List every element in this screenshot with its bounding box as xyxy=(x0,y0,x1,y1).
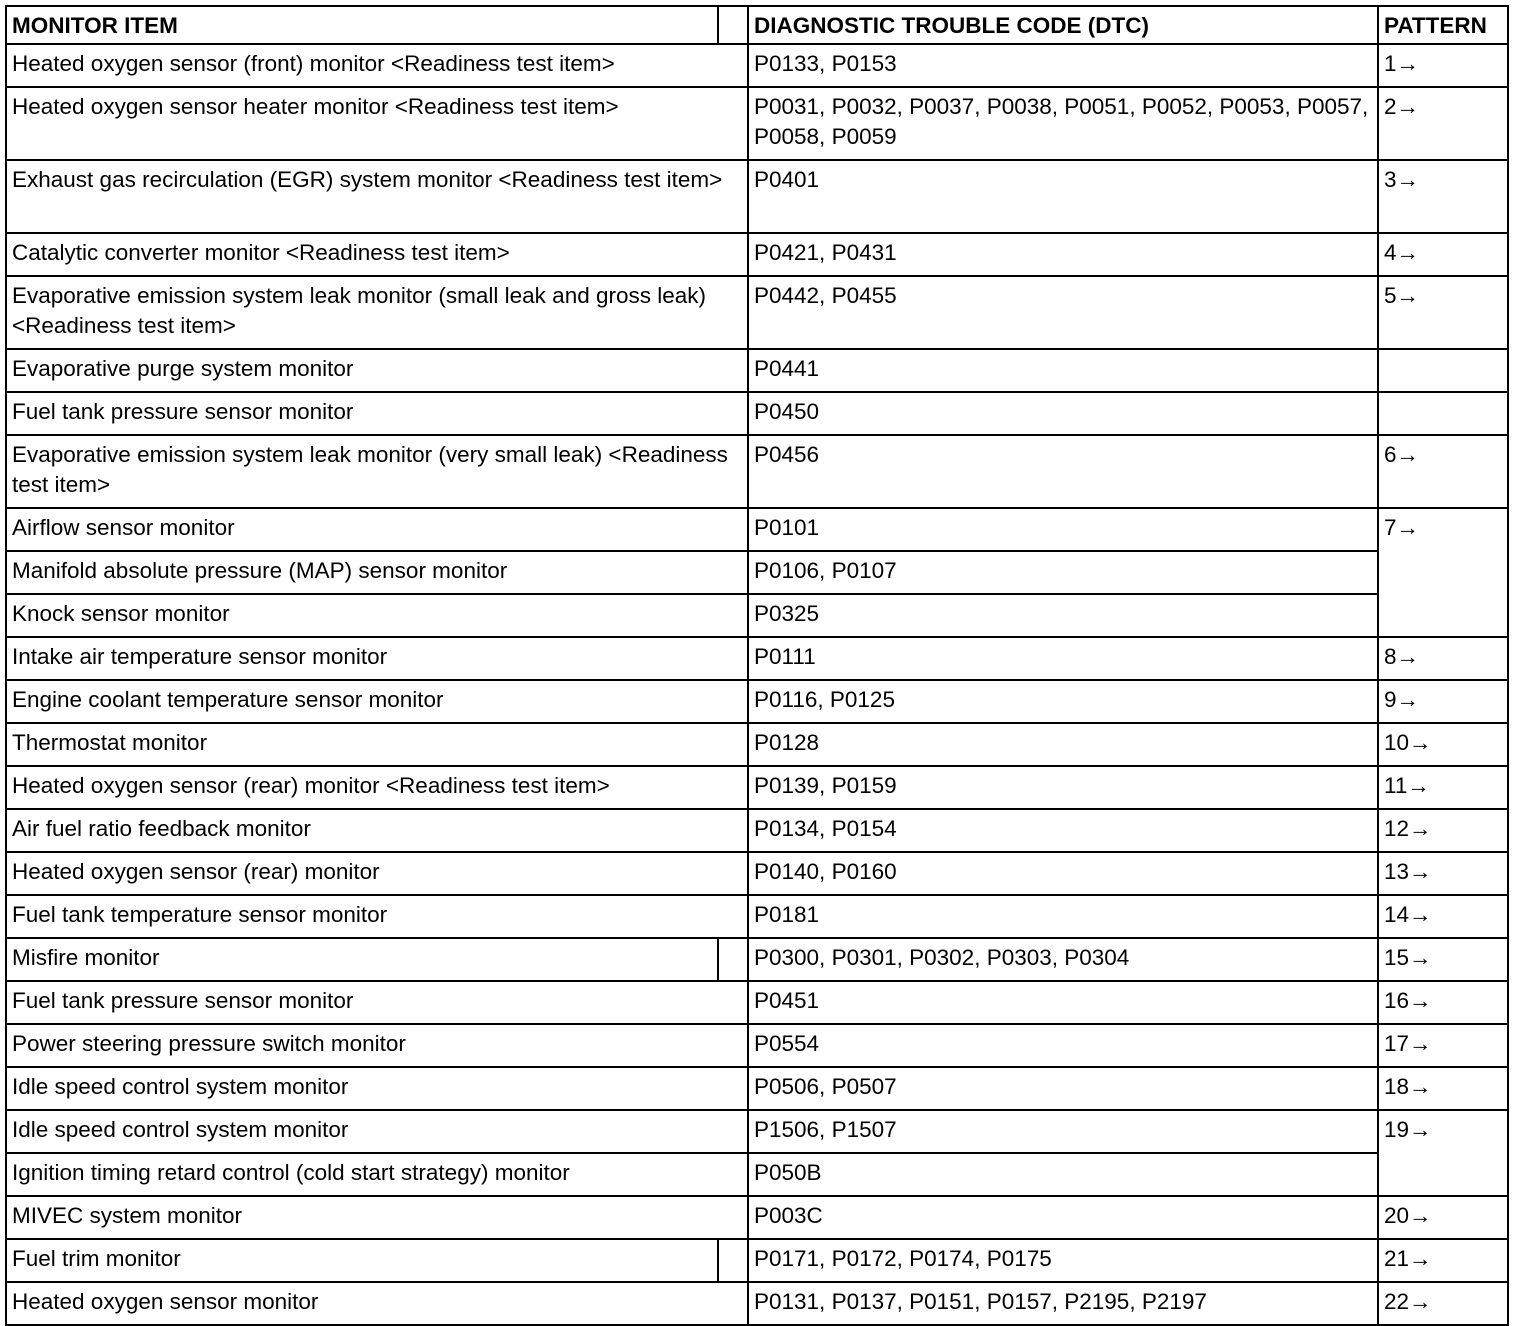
monitor-cell: Fuel tank pressure sensor monitor xyxy=(6,392,748,435)
dtc-cell: P0128 xyxy=(748,723,1378,766)
dtc-cell: P0300, P0301, P0302, P0303, P0304 xyxy=(748,938,1378,981)
pattern-cell: 18→ xyxy=(1378,1067,1508,1110)
dtc-cell: P0421, P0431 xyxy=(748,233,1378,276)
header-dtc: DIAGNOSTIC TROUBLE CODE (DTC) xyxy=(748,6,1378,44)
pattern-cell: 12→ xyxy=(1378,809,1508,852)
pattern-cell: 22→ xyxy=(1378,1282,1508,1325)
dtc-cell: P003C xyxy=(748,1196,1378,1239)
monitor-cell: Evaporative emission system leak monitor (very small leak) <Readiness test item> xyxy=(6,435,748,508)
monitor-cell: Ignition timing retard control (cold start strategy) monitor xyxy=(6,1153,748,1196)
monitor-cell: Thermostat monitor xyxy=(6,723,748,766)
pattern-cell xyxy=(1378,392,1508,435)
pattern-cell: 21→ xyxy=(1378,1239,1508,1282)
pattern-cell: 9→ xyxy=(1378,680,1508,723)
dtc-cell: P0133, P0153 xyxy=(748,44,1378,87)
pattern-cell: 5→ xyxy=(1378,276,1508,349)
dtc-cell: P0442, P0455 xyxy=(748,276,1378,349)
monitor-cell: Evaporative purge system monitor xyxy=(6,349,748,392)
table-row xyxy=(6,1067,1508,1110)
header-row xyxy=(6,6,1508,44)
table-row xyxy=(6,508,1508,551)
spacer-cell xyxy=(718,1239,748,1282)
table-row xyxy=(6,852,1508,895)
dtc-cell: P0031, P0032, P0037, P0038, P0051, P0052, P0053, P0057, P0058, P0059 xyxy=(748,87,1378,160)
monitor-cell: Knock sensor monitor xyxy=(6,594,748,637)
monitor-cell: Engine coolant temperature sensor monitor xyxy=(6,680,748,723)
pattern-cell: 3→ xyxy=(1378,160,1508,233)
header-pattern: PATTERN xyxy=(1378,6,1508,44)
monitor-cell: Power steering pressure switch monitor xyxy=(6,1024,748,1067)
pattern-cell: 19→ xyxy=(1378,1110,1508,1196)
table-row xyxy=(6,87,1508,160)
dtc-cell: P1506, P1507 xyxy=(748,1110,1378,1153)
dtc-cell: P0456 xyxy=(748,435,1378,508)
monitor-cell: Evaporative emission system leak monitor (small leak and gross leak) <Readiness test item> xyxy=(6,276,748,349)
pattern-cell: 17→ xyxy=(1378,1024,1508,1067)
dtc-cell: P050B xyxy=(748,1153,1378,1196)
table-row xyxy=(6,938,1508,981)
pattern-cell: 16→ xyxy=(1378,981,1508,1024)
pattern-cell: 13→ xyxy=(1378,852,1508,895)
table-row xyxy=(6,1110,1508,1153)
pattern-cell: 8→ xyxy=(1378,637,1508,680)
table-row xyxy=(6,233,1508,276)
dtc-cell: P0131, P0137, P0151, P0157, P2195, P2197 xyxy=(748,1282,1378,1325)
pattern-cell: 20→ xyxy=(1378,1196,1508,1239)
dtc-monitor-table xyxy=(5,5,1509,1326)
dtc-cell: P0106, P0107 xyxy=(748,551,1378,594)
monitor-cell: Exhaust gas recirculation (EGR) system monitor <Readiness test item> xyxy=(6,160,748,233)
monitor-cell: Heated oxygen sensor (rear) monitor <Readiness test item> xyxy=(6,766,748,809)
table-row xyxy=(6,392,1508,435)
monitor-cell: Manifold absolute pressure (MAP) sensor monitor xyxy=(6,551,748,594)
pattern-cell: 6→ xyxy=(1378,435,1508,508)
pattern-cell: 2→ xyxy=(1378,87,1508,160)
dtc-cell: P0139, P0159 xyxy=(748,766,1378,809)
table-row xyxy=(6,349,1508,392)
table-row xyxy=(6,809,1508,852)
pattern-cell: 15→ xyxy=(1378,938,1508,981)
pattern-cell: 1→ xyxy=(1378,44,1508,87)
pattern-cell: 4→ xyxy=(1378,233,1508,276)
table-row xyxy=(6,160,1508,233)
pattern-cell: 10→ xyxy=(1378,723,1508,766)
table-row xyxy=(6,276,1508,349)
pattern-cell xyxy=(1378,349,1508,392)
dtc-cell: P0116, P0125 xyxy=(748,680,1378,723)
table-row xyxy=(6,680,1508,723)
table-row xyxy=(6,766,1508,809)
dtc-cell: P0401 xyxy=(748,160,1378,233)
table-row xyxy=(6,1282,1508,1325)
table-row xyxy=(6,594,1508,637)
dtc-cell: P0506, P0507 xyxy=(748,1067,1378,1110)
table-row xyxy=(6,1024,1508,1067)
dtc-cell: P0101 xyxy=(748,508,1378,551)
dtc-cell: P0171, P0172, P0174, P0175 xyxy=(748,1239,1378,1282)
pattern-cell: 14→ xyxy=(1378,895,1508,938)
dtc-cell: P0325 xyxy=(748,594,1378,637)
table-row xyxy=(6,44,1508,87)
table-row xyxy=(6,1239,1508,1282)
table-row xyxy=(6,551,1508,594)
dtc-cell: P0134, P0154 xyxy=(748,809,1378,852)
table-row xyxy=(6,1153,1508,1196)
dtc-cell: P0111 xyxy=(748,637,1378,680)
pattern-cell: 7→ xyxy=(1378,508,1508,637)
monitor-cell: Fuel tank pressure sensor monitor xyxy=(6,981,748,1024)
monitor-cell: MIVEC system monitor xyxy=(6,1196,748,1239)
monitor-cell: Idle speed control system monitor xyxy=(6,1110,748,1153)
monitor-cell: Fuel trim monitor xyxy=(6,1239,718,1282)
monitor-cell: Misfire monitor xyxy=(6,938,718,981)
monitor-cell: Heated oxygen sensor (rear) monitor xyxy=(6,852,748,895)
dtc-cell: P0450 xyxy=(748,392,1378,435)
header-monitor-item: MONITOR ITEM xyxy=(6,6,718,44)
header-spacer xyxy=(718,6,748,44)
monitor-cell: Catalytic converter monitor <Readiness test item> xyxy=(6,233,748,276)
table-row xyxy=(6,723,1508,766)
dtc-cell: P0451 xyxy=(748,981,1378,1024)
monitor-cell: Intake air temperature sensor monitor xyxy=(6,637,748,680)
table-row xyxy=(6,895,1508,938)
table-row xyxy=(6,435,1508,508)
monitor-cell: Fuel tank temperature sensor monitor xyxy=(6,895,748,938)
dtc-cell: P0181 xyxy=(748,895,1378,938)
spacer-cell xyxy=(718,938,748,981)
monitor-cell: Idle speed control system monitor xyxy=(6,1067,748,1110)
monitor-cell: Airflow sensor monitor xyxy=(6,508,748,551)
pattern-cell: 11→ xyxy=(1378,766,1508,809)
monitor-cell: Air fuel ratio feedback monitor xyxy=(6,809,748,852)
dtc-cell: P0441 xyxy=(748,349,1378,392)
dtc-cell: P0554 xyxy=(748,1024,1378,1067)
dtc-cell: P0140, P0160 xyxy=(748,852,1378,895)
table-row xyxy=(6,981,1508,1024)
table-row xyxy=(6,1196,1508,1239)
monitor-cell: Heated oxygen sensor monitor xyxy=(6,1282,748,1325)
table-row xyxy=(6,637,1508,680)
monitor-cell: Heated oxygen sensor heater monitor <Readiness test item> xyxy=(6,87,748,160)
monitor-cell: Heated oxygen sensor (front) monitor <Readiness test item> xyxy=(6,44,748,87)
